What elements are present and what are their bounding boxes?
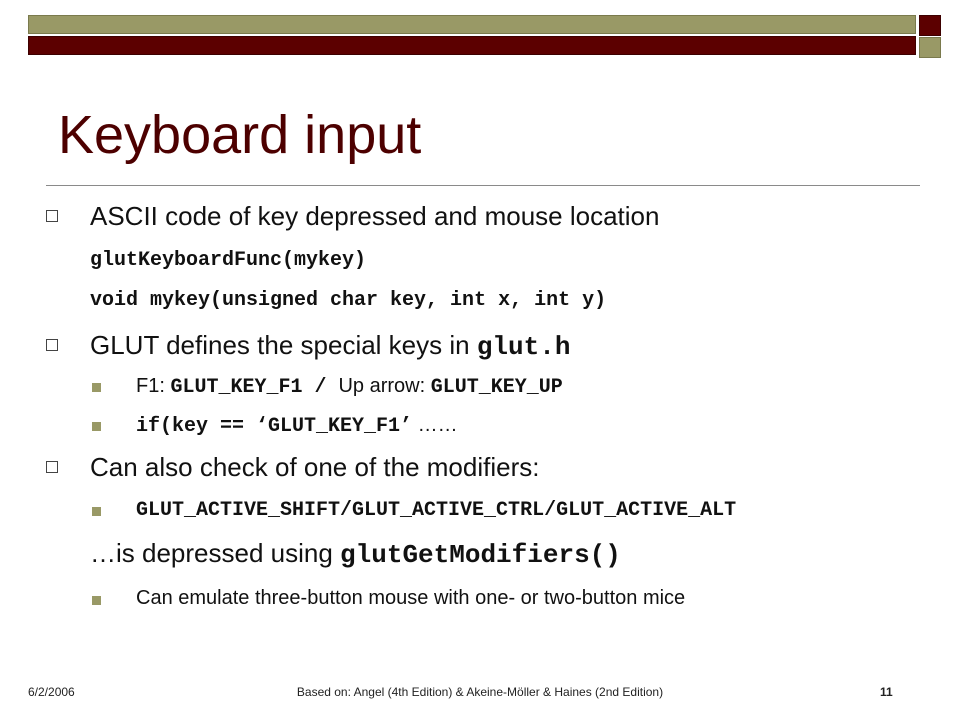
ellipsis-text: ……: [412, 414, 458, 436]
box-bullet-icon: [46, 339, 58, 351]
code-glut-key-up: GLUT_KEY_UP: [430, 376, 563, 399]
square-bullet-icon: [92, 383, 101, 392]
code-keyboard-func: glutKeyboardFunc(mykey): [90, 249, 367, 272]
title-divider: [46, 185, 920, 186]
up-arrow-label: Up arrow:: [338, 375, 431, 397]
code-glut-get-modifiers: glutGetModifiers(): [340, 540, 621, 570]
square-bullet-icon: [92, 422, 101, 431]
box-bullet-icon: [46, 210, 58, 222]
f1-label: F1:: [136, 375, 171, 397]
square-bullet-icon: [92, 507, 101, 516]
footer-source: Based on: Angel (4th Edition) & Akeine-Möller & Haines (2nd Edition): [296, 685, 664, 699]
header-olive-square: [919, 37, 941, 58]
code-glut-h: glut.h: [476, 332, 571, 362]
sub-bullet-if-key: [136, 414, 458, 438]
footer-date: 6/2/2006: [28, 685, 75, 699]
sub-bullet-emulate-mouse: Can emulate three-button mouse with one- or two-button mice: [136, 587, 686, 609]
square-bullet-icon: [92, 596, 101, 605]
code-glut-key-f1: GLUT_KEY_F1 /: [170, 376, 339, 399]
bullet-special-keys-text: GLUT defines the special keys in: [90, 330, 477, 360]
code-mykey-signature: void mykey(unsigned char key, int x, int y): [90, 289, 607, 312]
modifiers-continuation: [90, 538, 621, 570]
header-olive-bar: [28, 15, 916, 34]
box-bullet-icon: [46, 461, 58, 473]
bullet-ascii-code: ASCII code of key depressed and mouse location: [90, 201, 660, 231]
sub-bullet-f1-up: [136, 375, 563, 399]
code-if-key: if(key == ‘GLUT_KEY_F1’: [136, 415, 413, 438]
bullet-modifiers: Can also check of one of the modifiers:: [90, 452, 540, 482]
bullet-special-keys: [90, 330, 570, 362]
header-maroon-square: [919, 15, 941, 36]
slide-title: Keyboard input: [58, 105, 422, 165]
header-maroon-bar: [28, 36, 916, 55]
modifiers-continuation-text: …is depressed using: [90, 538, 341, 568]
code-active-modifiers: GLUT_ACTIVE_SHIFT/GLUT_ACTIVE_CTRL/GLUT_ACTIVE_ALT: [136, 499, 737, 522]
slide-number: 11: [880, 685, 893, 699]
